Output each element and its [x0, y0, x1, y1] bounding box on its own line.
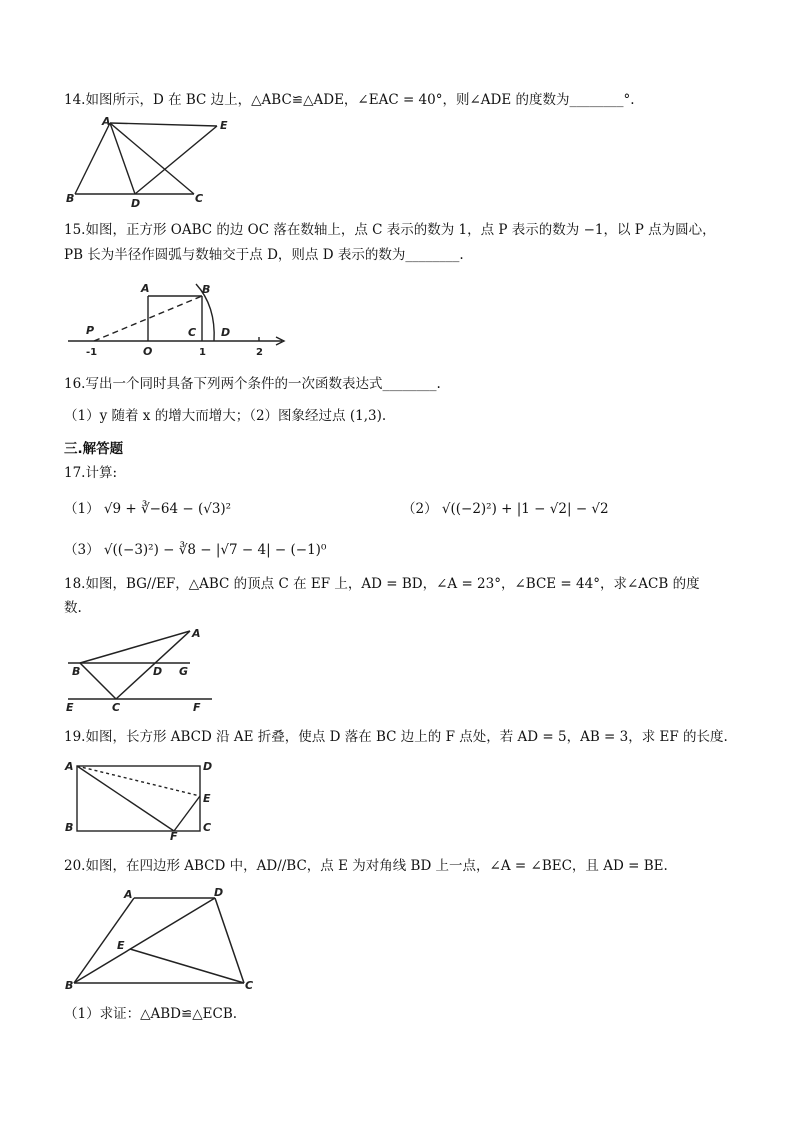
- q20-figure: [62, 886, 262, 994]
- q15-label-d: D: [221, 326, 231, 339]
- q16-text-line2: （1）y 随着 x 的增大而增大；（2）图象经过点 (1,3).: [64, 408, 387, 424]
- q19-label-e: E: [203, 792, 211, 805]
- q19-label-f: F: [170, 830, 178, 840]
- q19-label-b: B: [65, 821, 74, 834]
- q20-label-e: E: [117, 939, 125, 952]
- q15-text-line1: 15.如图，正方形 OABC 的边 OC 落在数轴上，点 C 表示的数为 1，点 P 表示的数为 −1，以 P 点为圆心，: [64, 222, 716, 238]
- q15-text-line2: PB 长为半径作圆弧与数轴交于点 D，则点 D 表示的数为________.: [64, 247, 464, 263]
- q18-label-c: C: [112, 701, 121, 713]
- q18-label-g: G: [179, 665, 189, 678]
- q17-title: 17.计算:: [64, 465, 118, 481]
- q19-label-d: D: [203, 760, 213, 773]
- q14-label-b: B: [66, 192, 75, 205]
- q20-label-d: D: [214, 886, 224, 899]
- q19-label-c: C: [203, 821, 212, 834]
- q15-label-b: B: [202, 283, 211, 296]
- q19-text: 19.如图，长方形 ABCD 沿 AE 折叠，使点 D 落在 BC 边上的 F 点处，若 AD = 5，AB = 3，求 EF 的长度.: [64, 729, 728, 745]
- q15-tick-2: 2: [256, 347, 263, 358]
- q15-tick-neg1: -1: [86, 347, 98, 358]
- q18-text-line1: 18.如图，BG//EF，△ABC 的顶点 C 在 EF 上，AD = BD，∠A = 23°，∠BCE = 44°，求∠ACB 的度: [64, 576, 700, 592]
- q14-label-e: E: [220, 119, 228, 132]
- q18-label-d: D: [153, 665, 163, 678]
- q18-label-a: A: [192, 627, 201, 640]
- q15-label-p: P: [86, 324, 95, 337]
- q14-label-a: A: [102, 116, 111, 128]
- q15-tick-o: O: [143, 345, 153, 358]
- q18-figure: [62, 625, 222, 713]
- q20-label-c: C: [245, 979, 254, 992]
- q15-label-c: C: [188, 326, 197, 339]
- q17-part2: （2） √((−2)²) + |1 − √2| − √2: [402, 501, 609, 517]
- q19-figure: [62, 756, 222, 840]
- q14-figure: [62, 116, 242, 208]
- q18-text-line2: 数.: [64, 600, 82, 616]
- q14-label-c: C: [195, 192, 204, 205]
- q18-label-f: F: [193, 701, 201, 713]
- q14-text: 14.如图所示，D 在 BC 边上，△ABC≌△ADE，∠EAC = 40°，则∠ADE 的度数为________°.: [64, 92, 635, 108]
- q15-figure: [64, 276, 294, 360]
- q16-text-line1: 16.写出一个同时具备下列两个条件的一次函数表达式________.: [64, 376, 441, 392]
- q20-text: 20.如图，在四边形 ABCD 中，AD//BC，点 E 为对角线 BD 上一点，∠A = ∠BEC，且 AD = BE.: [64, 858, 668, 874]
- q17-part1: （1） √9 + ∛−64 − (√3)²: [64, 501, 232, 517]
- q15-tick-1: 1: [199, 347, 206, 358]
- q20-label-b: B: [65, 979, 74, 992]
- q19-label-a: A: [65, 760, 74, 773]
- q17-part3: （3） √((−3)²) − ∛8 − |√7 − 4| − (−1)⁰: [64, 542, 327, 558]
- q18-label-e: E: [66, 701, 74, 713]
- q18-label-b: B: [72, 665, 81, 678]
- q15-label-a: A: [141, 282, 150, 295]
- q14-label-d: D: [131, 197, 141, 208]
- q20-label-a: A: [124, 888, 133, 901]
- section-title: 三.解答题: [64, 441, 124, 457]
- q20-sub1: （1）求证：△ABD≌△ECB.: [64, 1006, 238, 1022]
